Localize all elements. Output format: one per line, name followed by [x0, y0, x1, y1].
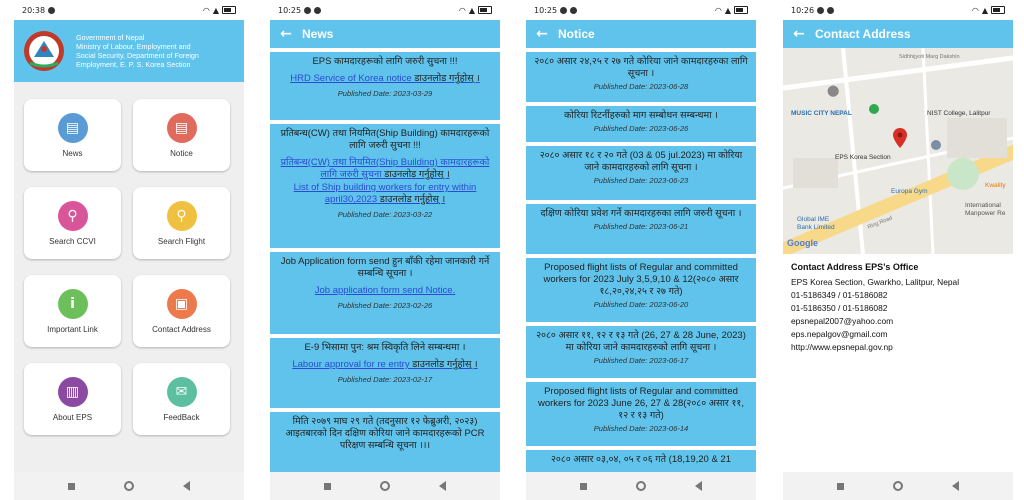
book-icon: ▥: [58, 377, 88, 407]
search-icon: ⚲: [58, 201, 88, 231]
tile-label: About EPS: [52, 412, 93, 422]
page-title: Contact Address: [815, 27, 911, 41]
news-item[interactable]: [270, 124, 500, 248]
news-link[interactable]: Job application form send Notice.: [314, 285, 456, 296]
news-item[interactable]: [270, 252, 500, 334]
header-line-2: Ministry of Labour, Employment and: [76, 42, 191, 51]
notice-screen: [526, 0, 756, 500]
battery-icon: [478, 6, 492, 14]
tile-label: Search CCVI: [49, 236, 96, 246]
recents-button[interactable]: [68, 483, 75, 490]
news-link[interactable]: Labour approval for re entry: [292, 359, 410, 370]
news-list: [270, 48, 500, 472]
signal-icon: ▲: [468, 5, 475, 15]
back-button[interactable]: [439, 481, 446, 491]
map-label-intl-1: International: [965, 202, 1001, 209]
back-button[interactable]: [952, 481, 959, 491]
notice-item[interactable]: [526, 146, 756, 200]
news-item[interactable]: [270, 52, 500, 120]
contact-phone[interactable]: 01-5186350 / 01-5186082: [791, 303, 888, 313]
notice-item[interactable]: [526, 326, 756, 378]
menu-grid: [14, 82, 244, 472]
contact-card-icon: ▣: [167, 289, 197, 319]
page-title: Notice: [558, 27, 595, 41]
app-bar: [270, 20, 500, 48]
notification-icon: [560, 7, 567, 14]
recents-button[interactable]: [837, 483, 844, 490]
status-bar: [14, 0, 244, 20]
battery-icon: [734, 6, 748, 14]
notification-icon: [570, 7, 577, 14]
tile-label: Contact Address: [152, 324, 211, 334]
notice-item[interactable]: [526, 382, 756, 446]
map-label-eps: EPS Korea Section: [835, 154, 891, 161]
status-time: 10:26: [791, 5, 815, 15]
search-flight-tile[interactable]: [133, 187, 230, 259]
contact-address: EPS Korea Section, Gwarkho, Lalitpur, Nepal: [791, 277, 960, 287]
notice-text: दक्षिण कोरिया प्रवेश गर्ने कामदारहरुका लागि जरुरी सूचना ।: [540, 208, 742, 219]
status-bar: [526, 0, 756, 20]
system-nav-bar: [526, 472, 756, 500]
battery-icon: [991, 6, 1005, 14]
news-text: मिति २०७९ माघ २९ गते (तदनुसार १२ फेब्रुअरी, २०२३) आइतबारको दिन दक्षिण कोरिया जाने कामदारहरूको PCR परिक्षण सम्बन्धि सूचना ।।।: [285, 416, 485, 451]
news-screen: [270, 0, 500, 500]
news-text: Job Application form send हुन बाँकी रहेमा जानकारी गर्ने सम्बन्धि सूचना ।: [280, 256, 490, 279]
notice-tile[interactable]: [133, 99, 230, 171]
published-date: Published Date: 2023-06-20: [593, 300, 689, 309]
search-icon: ⚲: [167, 201, 197, 231]
back-button[interactable]: [695, 481, 702, 491]
system-nav-bar: [270, 472, 500, 500]
status-time: 10:25: [278, 5, 302, 15]
notification-icon: [304, 7, 311, 14]
map-label-bank: [797, 216, 835, 232]
published-date: Published Date: 2023-06-21: [593, 222, 689, 231]
feedback-tile[interactable]: [133, 363, 230, 435]
news-link-suffix: डाउनलोड गर्नुहोस् ।: [377, 194, 446, 205]
wifi-icon: ◠: [202, 5, 210, 15]
location-map[interactable]: [783, 48, 1013, 254]
tile-label: Search Flight: [157, 236, 206, 246]
notice-text: २०८० असार १८ र २० गते (03 & 05 jul.2023) मा कोरिया जाने कामदारहरुको लागि सूचना ।: [539, 150, 743, 173]
news-tile[interactable]: [24, 99, 121, 171]
about-eps-tile[interactable]: [24, 363, 121, 435]
tile-label: FeedBack: [163, 412, 200, 422]
news-link-suffix: डाउनलोड गर्नुहोस् ।: [409, 359, 478, 370]
news-link[interactable]: HRD Service of Korea notice: [290, 73, 412, 84]
page-title: News: [302, 27, 334, 41]
header-line-1: Government of Nepal: [76, 33, 145, 42]
map-label-kwality: Kwality: [985, 182, 1006, 189]
news-link[interactable]: List of Ship building workers for entry within april30,2023: [293, 182, 477, 205]
battery-icon: [222, 6, 236, 14]
wifi-icon: ◠: [971, 5, 979, 15]
notice-text: Proposed flight lists of Regular and committed workers for 2023 June 26, 27 & 28(२०८० असार ११, १२ र १३ गते): [538, 386, 744, 421]
mail-icon: ✉: [167, 377, 197, 407]
nepal-emblem-logo: [22, 29, 66, 73]
map-label-gym: Europa Gym: [891, 188, 928, 195]
signal-icon: ▲: [212, 5, 219, 15]
map-label-music: MUSIC CITY NEPAL: [791, 110, 852, 117]
map-label-bank-1: Global IME: [797, 216, 830, 223]
signal-icon: ▲: [981, 5, 988, 15]
app-header: [14, 20, 244, 82]
info-icon: i: [58, 289, 88, 319]
news-text: प्रतिबन्ध(CW) तथा नियमित(Ship Building) कामदारहरूको लागि जरुरी सुचना !!!: [280, 128, 490, 151]
published-date: Published Date: 2023-06-23: [593, 176, 689, 185]
newspaper-icon: ▤: [167, 113, 197, 143]
system-nav-bar: [783, 472, 1013, 500]
news-item[interactable]: [270, 412, 500, 476]
header-line-4: Employment, E. P. S. Korea Section: [76, 60, 191, 69]
published-date: Published Date: 2023-06-14: [593, 424, 689, 433]
important-link-tile[interactable]: [24, 275, 121, 347]
published-date: Published Date: 2023-02-17: [337, 375, 433, 384]
home-button[interactable]: [893, 481, 903, 491]
news-text: EPS कामदारहरूको लागि जरुरी सुचना !!!: [312, 56, 458, 67]
news-link[interactable]: प्रतिबन्ध(CW) तथा नियमित(Ship Building) कामदारहरूको लागि जरुरी सुचना: [280, 157, 490, 180]
map-label-nist: NIST College, Lalitpur: [927, 110, 991, 117]
published-date: Published Date: 2023-06-26: [593, 124, 689, 133]
notification-icon: [827, 7, 834, 14]
back-button[interactable]: [183, 481, 190, 491]
published-date: Published Date: 2023-03-22: [337, 210, 433, 219]
recents-button[interactable]: [580, 483, 587, 490]
status-bar: [783, 0, 1013, 20]
back-arrow-icon[interactable]: ←: [536, 26, 548, 42]
app-bar: [526, 20, 756, 48]
contact-phone[interactable]: 01-5186349 / 01-5186082: [791, 290, 888, 300]
notice-item[interactable]: [526, 52, 756, 102]
contact-details: [791, 262, 1007, 354]
ministry-title: [76, 33, 199, 69]
header-line-3: Social Security, Department of Foreign: [76, 51, 199, 60]
map-label-bank-2: Bank Limited: [797, 224, 835, 231]
notice-item[interactable]: [526, 204, 756, 254]
back-arrow-icon[interactable]: ←: [793, 26, 805, 42]
wifi-icon: ◠: [714, 5, 722, 15]
news-link-suffix: डाउनलोड गर्नुहोस् ।: [381, 169, 450, 180]
notice-item[interactable]: [526, 258, 756, 322]
newspaper-icon: ▤: [58, 113, 88, 143]
map-marker-pin-icon: [893, 128, 907, 152]
notice-item[interactable]: [526, 106, 756, 142]
notice-text: २०८० असार २४,२५ र २७ गते कोरिया जाने कामदारहरुका लागि सूचना ।: [534, 56, 748, 79]
published-date: Published Date: 2023-03-29: [337, 89, 433, 98]
home-button[interactable]: [124, 481, 134, 491]
search-ccvi-tile[interactable]: [24, 187, 121, 259]
app-bar: [783, 20, 1013, 48]
home-button[interactable]: [636, 481, 646, 491]
signal-icon: ▲: [724, 5, 731, 15]
news-item[interactable]: [270, 338, 500, 408]
contact-email[interactable]: eps.nepalgov@gmail.com: [791, 329, 888, 339]
map-label-intl-2: Manpower Re: [965, 210, 1006, 217]
notice-text: Proposed flight lists of Regular and committed workers for 2023 July 3,5,9,10 & 12(२०८० असार १८,२०,२४,२५ र २७ गते): [543, 262, 739, 297]
wifi-icon: ◠: [458, 5, 466, 15]
map-label-road: Sidhhijyoti Marg Dakshin: [899, 54, 960, 60]
location-pin-icon: ⬤: [827, 84, 840, 97]
contact-address-tile[interactable]: [133, 275, 230, 347]
status-bar: [270, 0, 500, 20]
notice-text: २०८० असार ०३,०४, ०५ र ०६ गते (18,19,20 & 21: [550, 454, 732, 465]
back-arrow-icon[interactable]: ←: [280, 26, 292, 42]
home-screen: [14, 0, 244, 500]
poi-icon: [869, 104, 879, 114]
notification-icon: [48, 7, 55, 14]
map-label-ring-road: Ring Road: [866, 215, 894, 231]
news-text: E-9 भिसामा पुन: श्रम स्विकृति लिने सम्बन्धमा ।: [304, 342, 466, 353]
published-date: Published Date: 2023-06-28: [593, 82, 689, 91]
contact-email[interactable]: epsnepal2007@yahoo.com: [791, 316, 894, 326]
status-time: 10:25: [534, 5, 558, 15]
published-date: Published Date: 2023-06-17: [593, 356, 689, 365]
notice-list: [526, 48, 756, 472]
status-time: 20:38: [22, 5, 46, 15]
notification-icon: [314, 7, 321, 14]
contact-heading: Contact Address EPS's Office: [791, 262, 919, 272]
tile-label: Notice: [170, 148, 193, 158]
notice-text: २०८० असार ११, १२ र १३ गते (26, 27 & 28 June, 2023) मा कोरिया जाने कामदारहरुको लागि सूचना ।: [536, 330, 746, 353]
system-nav-bar: [14, 472, 244, 500]
google-logo: Google: [787, 238, 818, 248]
home-button[interactable]: [380, 481, 390, 491]
tile-label: Important Link: [47, 324, 98, 334]
news-link-suffix: डाउनलोड गर्नुहोस् ।: [411, 73, 480, 84]
tile-label: News: [62, 148, 83, 158]
school-icon: [931, 140, 941, 150]
contact-screen: [783, 0, 1013, 500]
contact-website[interactable]: http://www.epsnepal.gov.np: [791, 342, 893, 352]
notification-icon: [817, 7, 824, 14]
published-date: Published Date: 2023-02-26: [337, 301, 433, 310]
map-label-international: [965, 202, 1005, 218]
notice-text: कोरिया रिटर्नीहरुको माग सम्बोधन सम्बन्धमा ।: [564, 110, 718, 121]
recents-button[interactable]: [324, 483, 331, 490]
